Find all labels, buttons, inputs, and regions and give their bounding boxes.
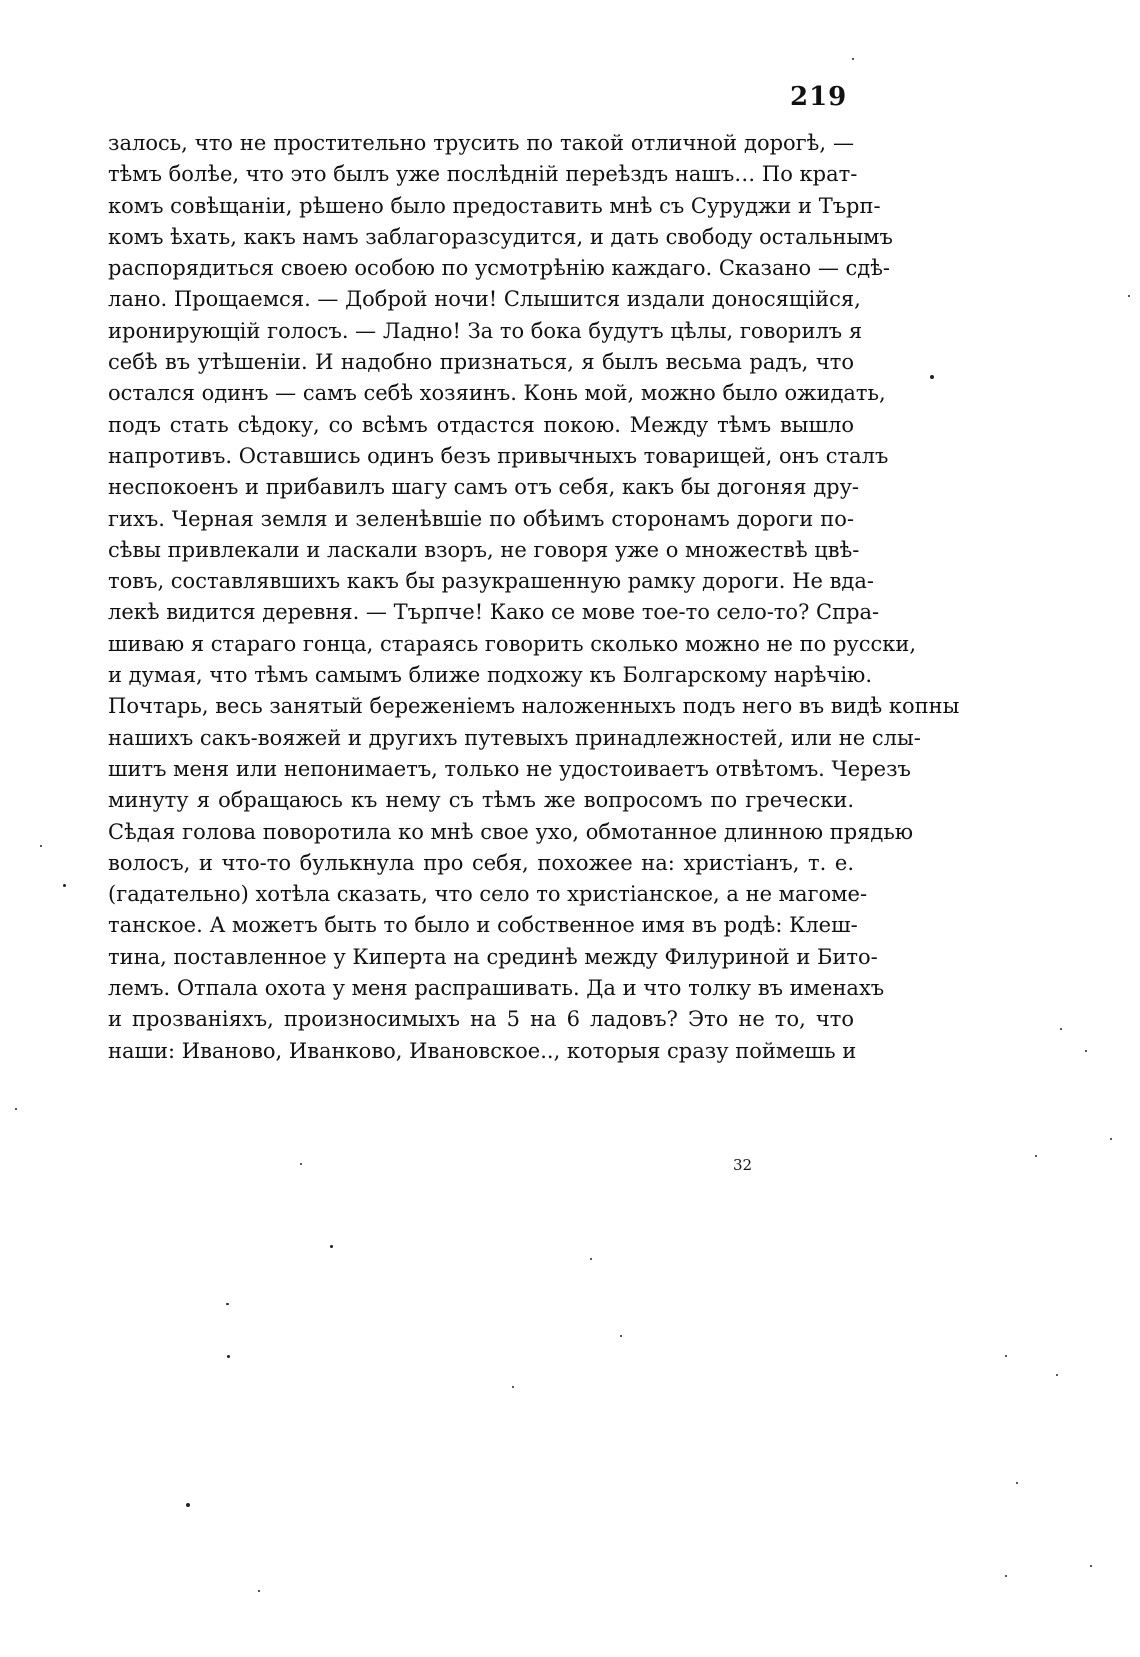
text-line: товъ, составлявшихъ какъ бы разукрашенную рамку дороги. Не вда- bbox=[108, 569, 874, 594]
scan-speck bbox=[1005, 1355, 1007, 1357]
text-line: тина, поставленное у Киперта на срединѣ между Филуриной и Бито- bbox=[108, 944, 878, 969]
text-line: нашихъ сакъ-вояжей и другихъ путевыхъ принадлежностей, или не слы- bbox=[108, 725, 921, 750]
scan-speck bbox=[1128, 295, 1130, 297]
text-line: шитъ меня или непонимаетъ, только не удостоиваетъ отвѣтомъ. Черезъ bbox=[108, 756, 911, 781]
scan-speck bbox=[300, 1163, 302, 1165]
text-line: шиваю я стараго гонца, стараясь говорить сколько можно не по русски, bbox=[108, 631, 917, 656]
scan-speck bbox=[1035, 1155, 1037, 1157]
page-number: 219 bbox=[790, 82, 848, 112]
text-line: распорядиться своею особою по усмотрѣнiю каждаго. Сказано — сдѣ- bbox=[108, 256, 890, 281]
scan-speck bbox=[1016, 1482, 1018, 1484]
scan-speck bbox=[1005, 1575, 1007, 1577]
scan-speck bbox=[512, 1386, 514, 1388]
text-line: подъ стать сѣдоку, со всѣмъ отдастся покою. Между тѣмъ вышло bbox=[108, 412, 854, 437]
body-text bbox=[108, 128, 960, 1067]
text-line: минуту я обращаюсь къ нему съ тѣмъ же вопросомъ по гречески. bbox=[108, 788, 854, 813]
text-line: комъ совѣщанiи, рѣшено было предоставить мнѣ съ Суруджи и Търп- bbox=[108, 193, 881, 218]
scan-speck bbox=[1090, 1565, 1092, 1567]
text-line: себѣ въ утѣшенiи. И надобно признаться, я былъ весьма радъ, что bbox=[108, 350, 854, 375]
text-line: залось, что не простительно трусить по такой отличной дорогѣ, — bbox=[108, 131, 854, 155]
scan-speck bbox=[1110, 1138, 1112, 1140]
text-line: неспокоенъ и прибавилъ шагу самъ отъ себя, какъ бы догоняя дру- bbox=[108, 475, 860, 500]
text-line: наши: Иваново, Иванково, Ивановское.., которыя сразу поймешь и bbox=[108, 1038, 857, 1063]
text-line: сѣвы привлекали и ласкали взоръ, не говоря уже о множествѣ цвѣ- bbox=[108, 537, 860, 562]
text-line: остался одинъ — самъ себѣ хозяинъ. Конь мой, можно было ожидать, bbox=[108, 381, 886, 406]
scan-speck bbox=[1085, 1050, 1087, 1052]
scan-speck bbox=[186, 1503, 190, 1507]
text-line: иронирующiй голосъ. — Ладно! За то бока будутъ цѣлы, говорилъ я bbox=[108, 318, 863, 343]
scan-speck bbox=[40, 845, 42, 847]
scan-speck bbox=[227, 1355, 230, 1358]
printer-signature-mark: 32 bbox=[733, 1156, 753, 1174]
text-line: напротивъ. Оставшись одинъ безъ привычныхъ товарищей, онъ сталъ bbox=[108, 443, 889, 468]
scan-speck bbox=[226, 1303, 229, 1305]
text-line: гихъ. Черная земля и зеленѣвшiе по обѣимъ сторонамъ дороги по- bbox=[108, 506, 854, 531]
text-line: Почтарь, весь занятый береженiемъ наложенныхъ подъ него въ видѣ копны bbox=[108, 694, 960, 719]
scan-speck bbox=[15, 1108, 17, 1110]
scan-speck bbox=[1060, 1028, 1062, 1030]
text-line: комъ ѣхать, какъ намъ заблагоразсудится, и дать свободу остальнымъ bbox=[108, 224, 893, 249]
text-line: Сѣдая голова поворотила ко мнѣ свое ухо, обмотанное длинною прядью bbox=[108, 819, 914, 844]
text-line: лано. Прощаемся. — Доброй ночи! Слышится издали доносящiйся, bbox=[108, 287, 861, 312]
text-line: лекѣ видится деревня. — Търпче! Како се мове тое-то село-то? Спра- bbox=[108, 600, 880, 625]
scan-speck bbox=[63, 884, 66, 887]
scan-speck bbox=[930, 375, 934, 379]
text-line: волосъ, и что-то булькнула про себя, похожее на: христiанъ, т. е. bbox=[108, 850, 854, 875]
text-line: (гадательно) хотѣла сказать, что село то христiанское, а не магоме- bbox=[108, 882, 868, 907]
scan-speck bbox=[330, 1245, 333, 1248]
text-line: тѣмъ болѣе, что это былъ уже послѣднiй переѣздъ нашъ… По крат- bbox=[108, 162, 858, 187]
text-line: и прозванiяхъ, произносимыхъ на 5 на 6 ладовъ? Это не то, что bbox=[108, 1007, 854, 1032]
scan-speck bbox=[1056, 1374, 1058, 1376]
text-line: лемъ. Отпала охота у меня распрашивать. Да и что толку въ именахъ bbox=[108, 976, 885, 1001]
text-line: танское. А можетъ быть то было и собственное имя въ родѣ: Клеш- bbox=[108, 913, 858, 938]
scan-speck bbox=[852, 58, 854, 60]
scan-speck bbox=[258, 1590, 260, 1592]
scan-speck bbox=[620, 1335, 622, 1337]
text-line: и думая, что тѣмъ самымъ ближе подхожу къ Болгарскому нарѣчiю. bbox=[108, 663, 873, 688]
scan-speck bbox=[590, 1258, 592, 1260]
